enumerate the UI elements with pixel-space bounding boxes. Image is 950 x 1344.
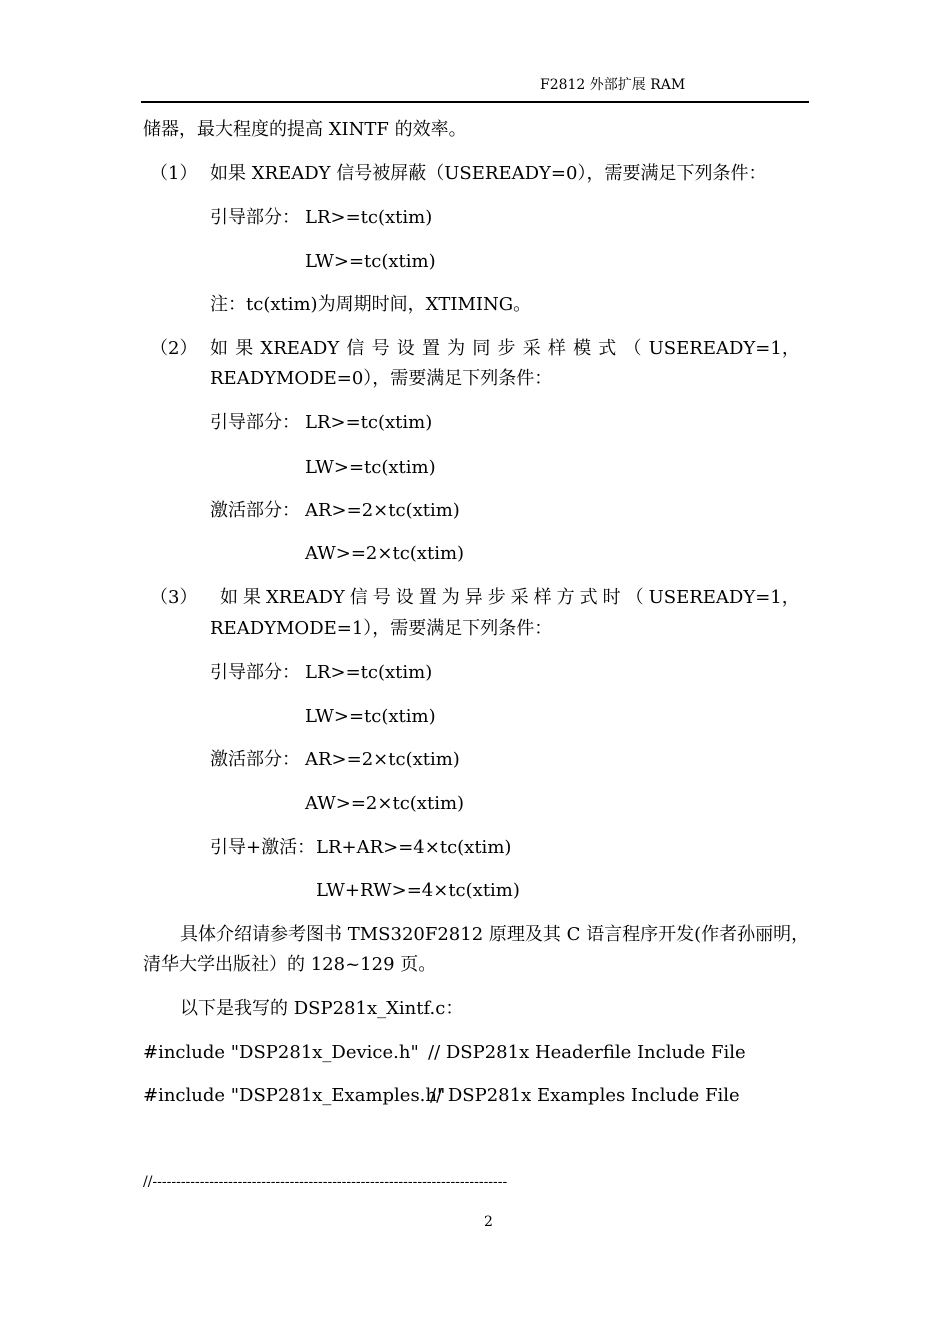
case3-word: 果 [242, 587, 261, 608]
case2-word: 号 [371, 338, 390, 359]
case2-number: （2） [150, 338, 198, 359]
page-number: 2 [484, 1214, 493, 1230]
case3-combo-label: 引导+激活： [210, 837, 316, 858]
case1-lead-lw: LW>=tc(xtim) [305, 251, 436, 272]
case2-active-label: 激活部分： [210, 500, 300, 521]
case3-word: XREADY [265, 587, 345, 608]
code-comment-examples: // DSP281x Examples Include File [430, 1085, 740, 1106]
case3-combo-write: LW+RW>=4×tc(xtim) [316, 880, 520, 901]
case3-word: 置 [418, 587, 437, 608]
case2-word: 为 [447, 338, 466, 359]
intro-text: 储器，最大程度的提高 XINTF 的效率。 [143, 119, 467, 140]
case3-word: 号 [372, 587, 391, 608]
case3-word: 样 [533, 587, 552, 608]
header-title: F2812 外部扩展 RAM [540, 77, 686, 93]
case1-lead-lr: LR>=tc(xtim) [305, 207, 433, 228]
case2-word: 模 [573, 338, 592, 359]
case2-word: 果 [235, 338, 254, 359]
case1-note: 注：tc(xtim)为周期时间，XTIMING。 [210, 294, 532, 315]
case3-combo-read: LR+AR>=4×tc(xtim) [316, 837, 512, 858]
case2-word: USEREADY=1， [648, 338, 800, 359]
case2-line2: READYMODE=0），需要满足下列条件： [210, 368, 553, 389]
case3-word: 时 [602, 587, 621, 608]
code-include-examples: #include "DSP281x_Examples.h" [143, 1085, 446, 1106]
case3-number: （3） [150, 587, 198, 608]
header-divider [141, 101, 809, 103]
case3-word: 异 [464, 587, 483, 608]
case1-number: （1） [150, 163, 198, 184]
code-intro: 以下是我写的 DSP281x_Xintf.c： [180, 998, 464, 1019]
case2-active-aw: AW>=2×tc(xtim) [305, 543, 465, 564]
code-include-device: #include "DSP281x_Device.h" [143, 1042, 419, 1063]
case2-word: 采 [522, 338, 541, 359]
case3-active-label: 激活部分： [210, 749, 300, 770]
case2-word: 如 [210, 338, 228, 359]
case3-lead-label: 引导部分： [210, 662, 300, 683]
case3-active-aw: AW>=2×tc(xtim) [305, 793, 465, 814]
case3-line1 [220, 587, 800, 609]
case3-word: 如 [220, 587, 238, 608]
case2-word: 置 [421, 338, 440, 359]
code-separator: //--------------------------------------------------------------------------- [143, 1174, 508, 1190]
case2-word: XREADY [260, 338, 340, 359]
case3-line2: READYMODE=1），需要满足下列条件： [210, 618, 553, 639]
case2-word: 设 [396, 338, 415, 359]
case3-word: 设 [395, 587, 414, 608]
case3-active-ar: AR>=2×tc(xtim) [305, 749, 460, 770]
case3-word: 为 [441, 587, 460, 608]
case2-lead-lr: LR>=tc(xtim) [305, 412, 433, 433]
case3-lead-lw: LW>=tc(xtim) [305, 706, 436, 727]
case2-lead-lw: LW>=tc(xtim) [305, 457, 436, 478]
case3-word: 式 [579, 587, 598, 608]
case2-word: 信 [346, 338, 365, 359]
case2-active-ar: AR>=2×tc(xtim) [305, 500, 460, 521]
reference-line1: 具体介绍请参考图书 TMS320F2812 原理及其 C 语言程序开发(作者孙丽明， [180, 924, 810, 945]
case3-word: （ [625, 587, 644, 608]
case2-line1 [210, 338, 800, 360]
case2-word: 步 [497, 338, 516, 359]
case3-word: 方 [556, 587, 575, 608]
case2-word: 式 [598, 338, 617, 359]
case3-word: USEREADY=1， [648, 587, 800, 608]
case2-word: 同 [472, 338, 491, 359]
case1-text: 如果 XREADY 信号被屏蔽（USEREADY=0），需要满足下列条件： [210, 163, 767, 184]
case3-word: 信 [349, 587, 368, 608]
code-comment-device: // DSP281x Headerfile Include File [428, 1042, 746, 1063]
case3-lead-lr: LR>=tc(xtim) [305, 662, 433, 683]
case2-word: （ [623, 338, 642, 359]
case3-word: 步 [487, 587, 506, 608]
case2-word: 样 [547, 338, 566, 359]
case1-lead-label: 引导部分： [210, 207, 300, 228]
case3-word: 采 [510, 587, 529, 608]
case2-lead-label: 引导部分： [210, 412, 300, 433]
reference-line2: 清华大学出版社）的 128~129 页。 [143, 954, 437, 975]
